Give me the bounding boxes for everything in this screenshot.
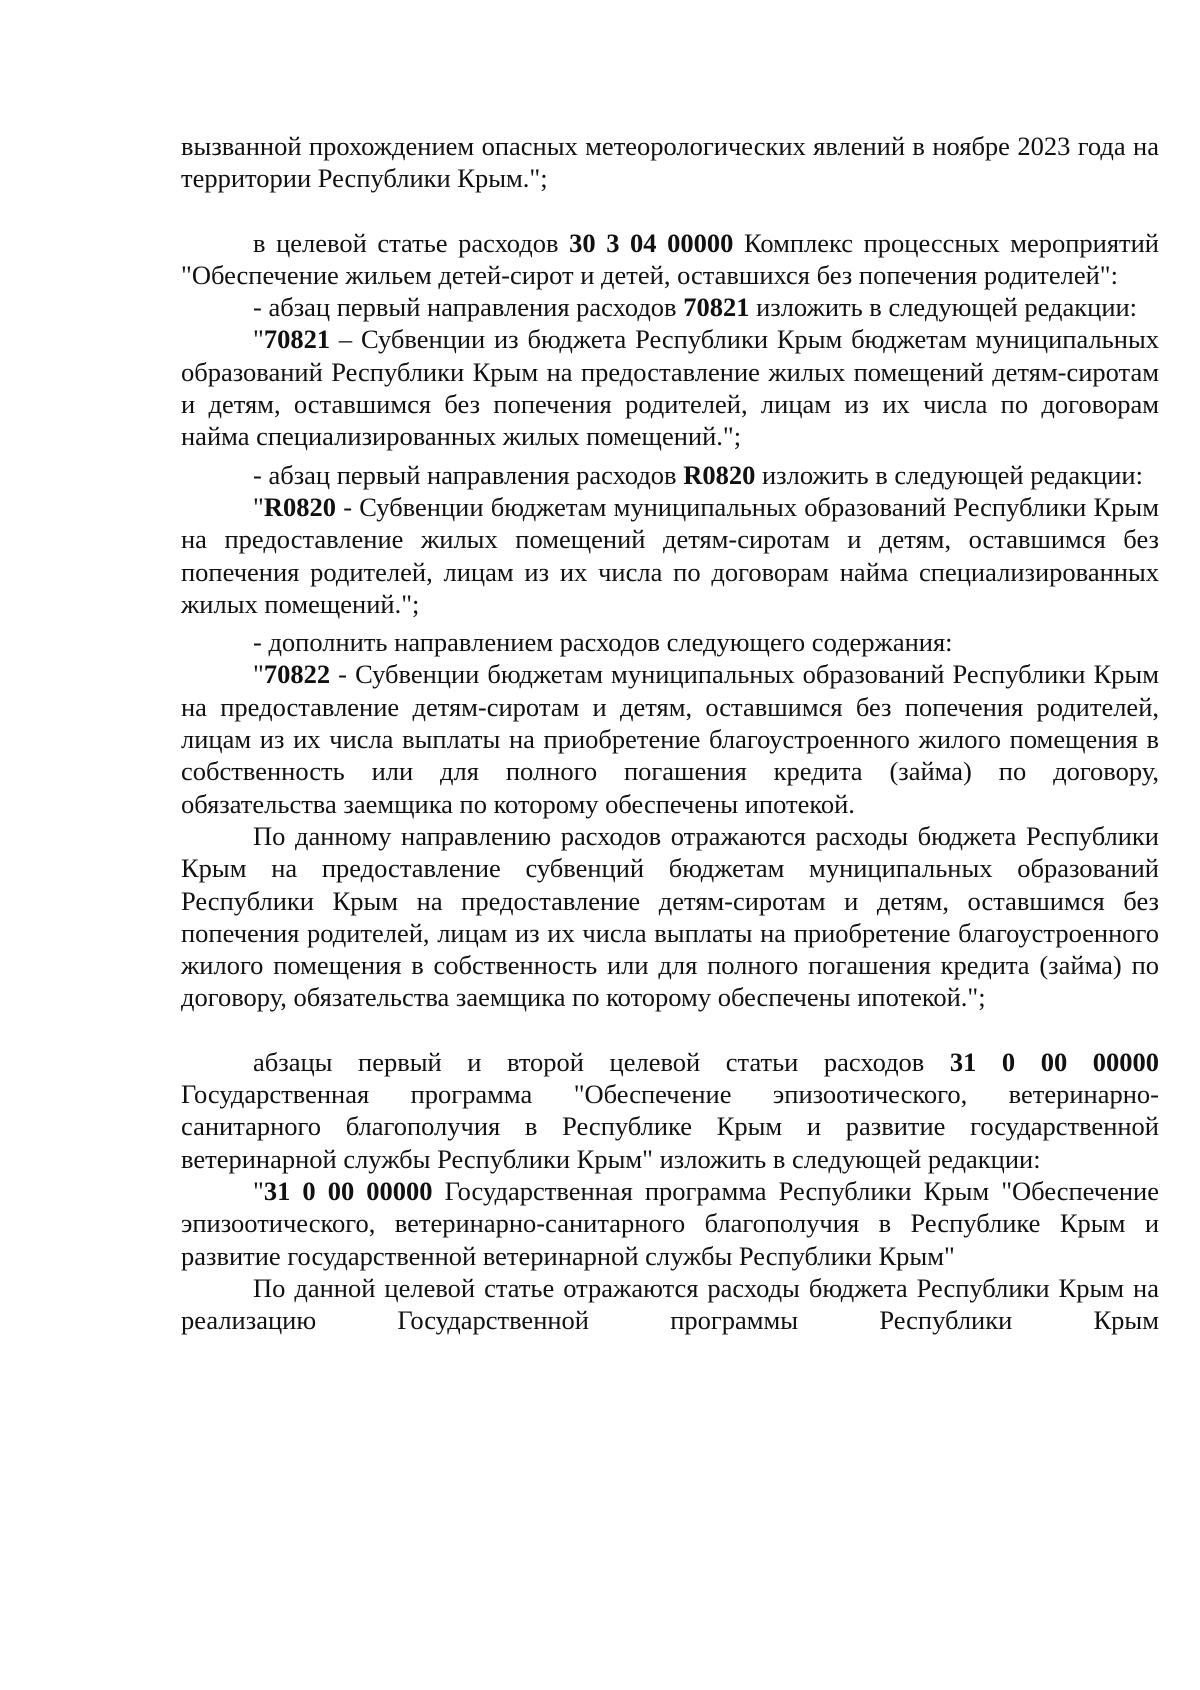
paragraph-definition-70822 — [181, 658, 1159, 819]
paragraph-definition-70821 — [181, 323, 1159, 452]
text-run: изложить в следующей редакции: — [749, 292, 1138, 323]
paragraph-target-article-30-3-04 — [181, 227, 1159, 292]
paragraph-31-0-00-details — [181, 1272, 1159, 1337]
target-article-code: 31 0 00 00000 — [949, 1046, 1159, 1077]
text-run: По данному направлению расходов отражаются расходы бюджета Республики Крым на предоставление субвенций бюджетам муниципальных образований Республики Крым на предоставление детям-сиротам и детям, оставшимся без попечения родителей, лицам из их числа выплаты на приобретение благоустроенного жилого помещения в собственность или для полного погашения кредита (займа) по договору, обязательства заемщика по которому обеспечены ипотекой."; — [181, 820, 1159, 1013]
text-run: – Субвенции из бюджета Республики Крым бюджетам муниципальных образований Республики Крым на предоставление жилых помещений детям-сиротам и детям, оставшимся без попечения родителей, лицам из их числа по договорам найма специализированных жилых помещений."; — [181, 324, 1159, 452]
text-run: - Субвенции бюджетам муниципальных образований Республики Крым на предоставление жилых помещений детям-сиротам и детям, оставшимся без попечения родителей, лицам из их числа по договорам найма специализированных жилых помещений."; — [181, 491, 1159, 619]
text-run: - абзац первый направления расходов — [253, 292, 684, 323]
text-run: в целевой статье расходов — [253, 227, 570, 258]
text-run: абзацы первый и второй целевой статьи расходов — [253, 1046, 950, 1077]
paragraph-add-direction — [181, 626, 1159, 658]
expense-code: R0820 — [683, 459, 756, 490]
text-run: " — [253, 659, 264, 690]
text-run: изложить в следующей редакции: — [755, 459, 1143, 490]
paragraph-definition-31-0-00 — [181, 1175, 1159, 1272]
paragraph-target-article-31-0-00 — [181, 1046, 1159, 1175]
expense-code: R0820 — [263, 491, 336, 522]
expense-code: 70821 — [683, 292, 750, 323]
expense-code: 70821 — [263, 324, 331, 355]
target-article-code: 30 3 04 00000 — [569, 227, 734, 258]
paragraph-amend-70821 — [181, 291, 1159, 323]
paragraph-definition-r0820 — [181, 491, 1159, 620]
paragraph-amend-r0820 — [181, 459, 1159, 491]
text-run: - абзац первый направления расходов — [253, 459, 684, 490]
target-article-code: 31 0 00 00000 — [263, 1175, 433, 1206]
text-run: вызванной прохождением опасных метеорологических явлений в ноябре 2023 года на территории Республики Крым."; — [181, 131, 1159, 194]
text-run: Комплекс процессных мероприятий "Обеспечение жильем детей-сирот и детей, оставшихся без попечения родителей": — [181, 227, 1159, 290]
text-run: По данной целевой статье отражаются расходы бюджета Республики Крым на реализацию Государственной программы Республики Крым — [181, 1272, 1159, 1336]
text-run: " — [253, 1175, 264, 1206]
text-run: - Субвенции бюджетам муниципальных образований Республики Крым на предоставление детям-сиротам и детям, оставшимся без попечения родителей, лицам из их числа выплаты на приобретение благоустроенного жилого помещения в собственность или для полного погашения кредита (займа) по договору, обязательства заемщика по которому обеспечены ипотекой. — [181, 659, 1159, 819]
expense-code: 70822 — [263, 659, 331, 690]
text-run: Государственная программа "Обеспечение эпизоотического, ветеринарно-санитарного благополучия в Республике Крым и развитие государственной ветеринарной службы Республики Крым" изложить в следующей редакции: — [181, 1079, 1159, 1174]
text-run: - дополнить направлением расходов следующего содержания: — [253, 627, 953, 658]
paragraph-70822-details — [181, 820, 1159, 1014]
document-body — [181, 130, 1159, 1336]
paragraph-continuation — [181, 130, 1159, 195]
text-run: Государственная программа Республики Крым "Обеспечение эпизоотического, ветеринарно-санитарного благополучия в Республике Крым и развитие государственной ветеринарной службы Республики Крым" — [181, 1175, 1160, 1271]
text-run: " — [253, 491, 264, 522]
text-run: " — [253, 324, 264, 355]
